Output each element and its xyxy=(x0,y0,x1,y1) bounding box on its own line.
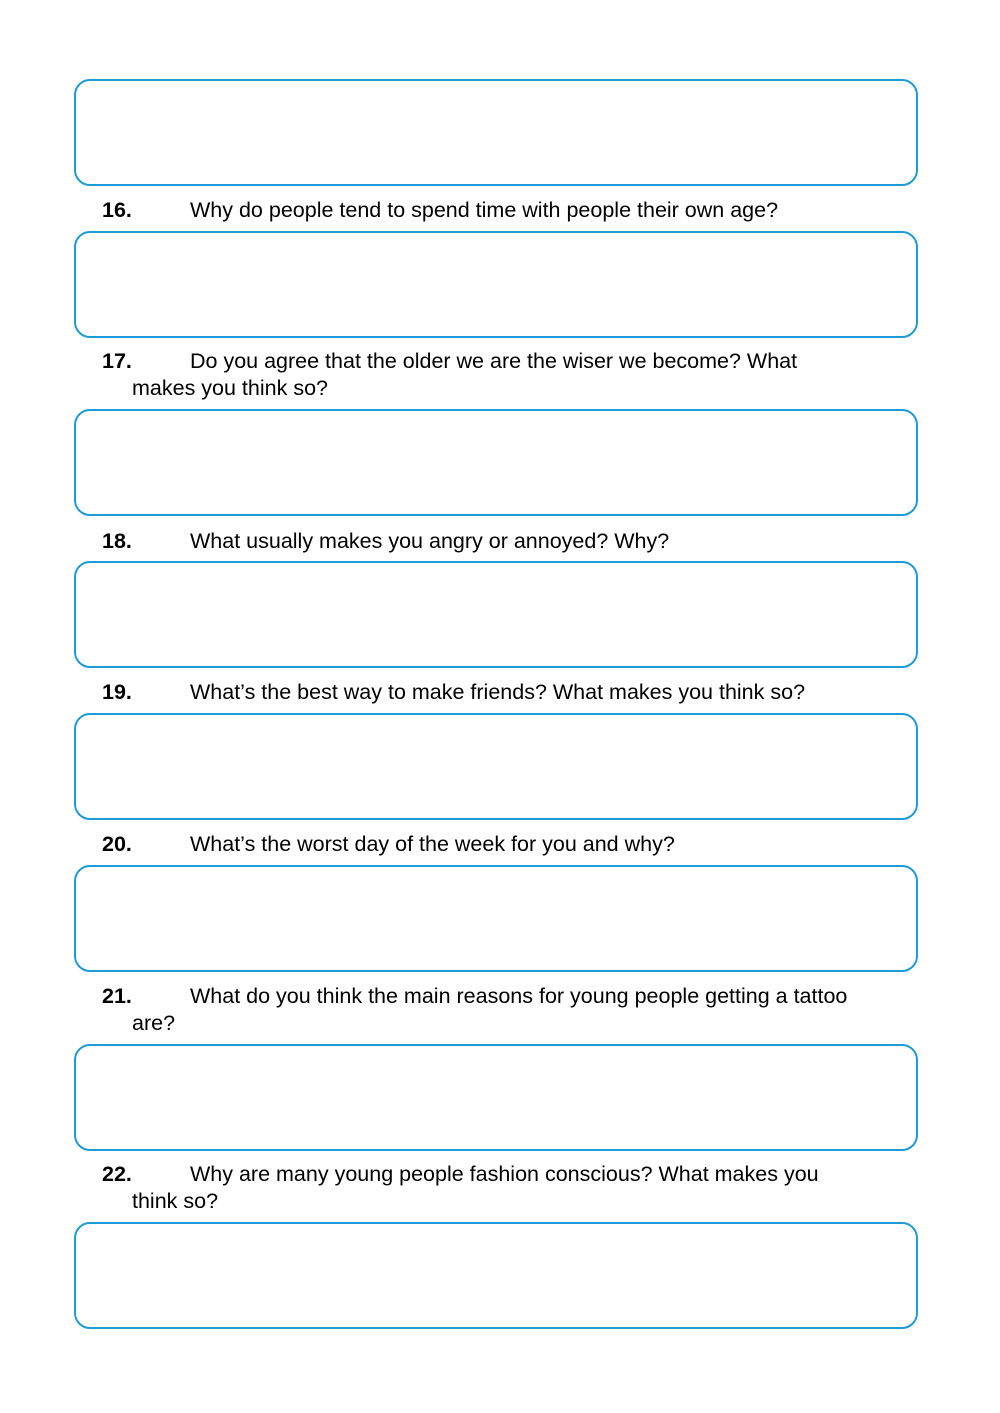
question-text: What’s the best way to make friends? What makes you think so? xyxy=(190,680,806,704)
question-text: Do you agree that the older we are the wiser we become? What xyxy=(190,349,798,373)
answer-box-16[interactable] xyxy=(74,231,918,338)
question-16 xyxy=(102,197,922,224)
question-text: What’s the worst day of the week for you and why? xyxy=(190,832,675,856)
question-text-continued: makes you think so? xyxy=(132,376,328,400)
question-19 xyxy=(102,679,922,706)
question-number: 22. xyxy=(102,1162,132,1186)
answer-box-21[interactable] xyxy=(74,1044,918,1151)
question-18 xyxy=(102,528,922,555)
question-17 xyxy=(102,348,922,402)
question-number: 16. xyxy=(102,198,132,222)
answer-box-17[interactable] xyxy=(74,409,918,516)
question-20 xyxy=(102,831,922,858)
question-text: What do you think the main reasons for young people getting a tattoo xyxy=(190,984,848,1008)
question-number: 19. xyxy=(102,680,132,704)
question-number: 18. xyxy=(102,529,132,553)
question-number: 20. xyxy=(102,832,132,856)
question-text: Why are many young people fashion conscious? What makes you xyxy=(190,1162,819,1186)
question-text-continued: think so? xyxy=(132,1189,219,1213)
question-text: Why do people tend to spend time with people their own age? xyxy=(190,198,779,222)
question-text: What usually makes you angry or annoyed? Why? xyxy=(190,529,670,553)
question-22 xyxy=(102,1161,922,1215)
answer-box-22[interactable] xyxy=(74,1222,918,1329)
question-number: 17. xyxy=(102,349,132,373)
question-text-continued: are? xyxy=(132,1011,176,1035)
answer-box-18[interactable] xyxy=(74,561,918,668)
answer-box-15[interactable] xyxy=(74,79,918,186)
question-21 xyxy=(102,983,922,1037)
question-number: 21. xyxy=(102,984,132,1008)
answer-box-19[interactable] xyxy=(74,713,918,820)
answer-box-20[interactable] xyxy=(74,865,918,972)
